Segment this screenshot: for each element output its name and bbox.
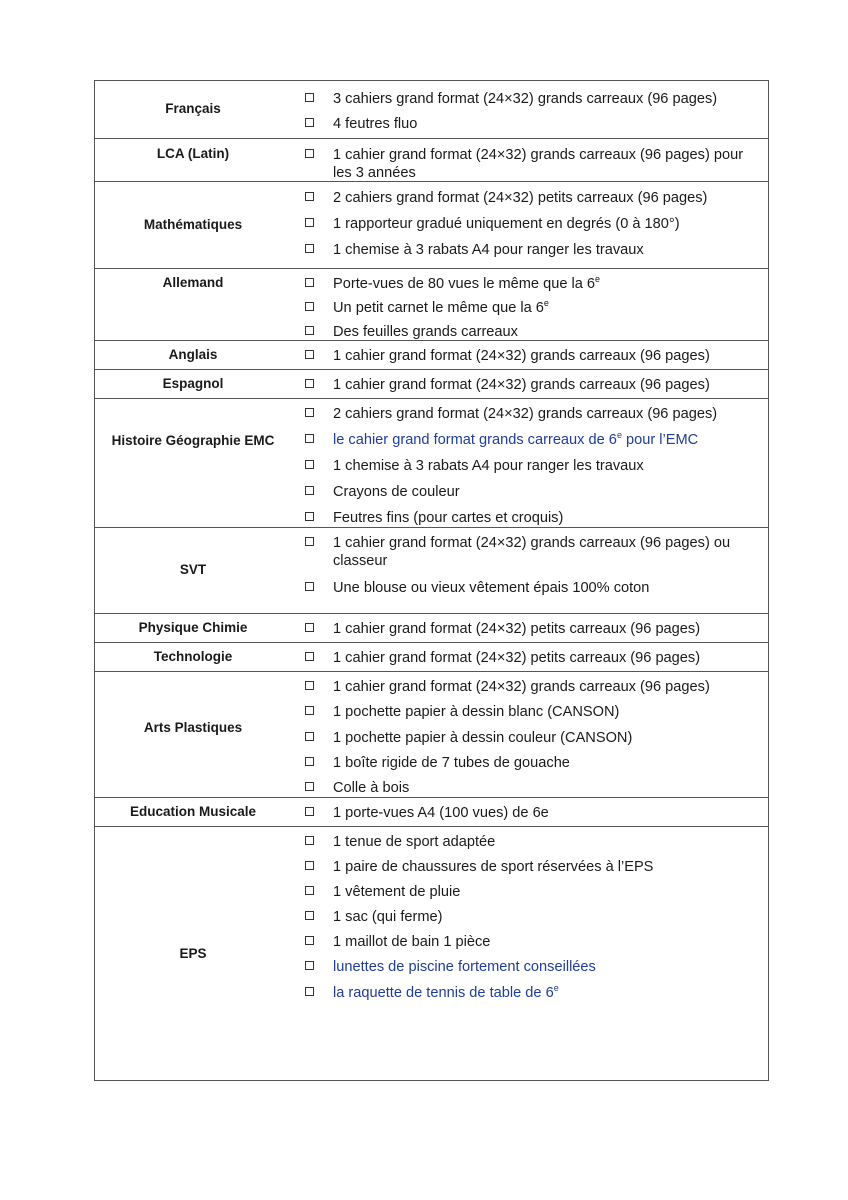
table-row <box>95 798 768 827</box>
item-text <box>333 908 762 926</box>
item-label: 1 cahier grand format (24×32) petits carreaux (96 pages) <box>333 621 701 637</box>
item-text <box>333 703 762 721</box>
item-label: 1 cahier grand format (24×32) grands carreaux (96 pages) <box>333 377 710 393</box>
list-item <box>301 299 762 317</box>
list-item <box>301 90 762 108</box>
checkbox[interactable] <box>305 807 314 816</box>
table-row <box>95 528 768 614</box>
item-label: 1 cahier grand format (24×32) grands carreaux (96 pages) ou classeur <box>333 535 731 569</box>
list-item <box>301 115 762 133</box>
checkbox[interactable] <box>305 681 314 690</box>
item-label: 2 cahiers grand format (24×32) petits carreaux (96 pages) <box>333 190 708 206</box>
item-text <box>333 241 762 259</box>
checkbox[interactable] <box>305 886 314 895</box>
checkbox[interactable] <box>305 118 314 127</box>
list-item <box>301 483 762 501</box>
item-label: 1 tenue de sport adaptée <box>333 834 496 850</box>
list-item <box>301 579 762 597</box>
supply-items <box>301 370 762 398</box>
table-row <box>95 614 768 643</box>
item-text <box>333 376 762 394</box>
checkbox[interactable] <box>305 434 314 443</box>
item-text <box>333 754 762 772</box>
item-text <box>333 115 762 133</box>
subject-label: SVT <box>179 562 207 577</box>
table-row <box>95 81 768 139</box>
checkbox[interactable] <box>305 350 314 359</box>
superscript: e <box>553 983 559 994</box>
list-item <box>301 534 762 570</box>
item-text <box>333 958 762 976</box>
item-text <box>333 299 762 317</box>
item-text <box>333 457 762 475</box>
item-label: 3 cahiers grand format (24×32) grands carreaux (96 pages) <box>333 91 718 107</box>
list-item <box>301 984 762 1002</box>
item-label: 1 porte-vues A4 (100 vues) de 6e <box>333 805 549 821</box>
item-text <box>333 579 762 597</box>
checkbox[interactable] <box>305 936 314 945</box>
checkbox[interactable] <box>305 732 314 741</box>
item-label: 1 cahier grand format (24×32) petits carreaux (96 pages) <box>333 650 701 666</box>
item-label-tail: pour l’EMC <box>621 432 699 448</box>
item-label: 1 vêtement de pluie <box>333 884 461 900</box>
item-label: le cahier grand format grands carreaux de 6 <box>333 432 617 448</box>
checkbox[interactable] <box>305 582 314 591</box>
supply-items <box>301 798 762 826</box>
checkbox[interactable] <box>305 961 314 970</box>
checkbox[interactable] <box>305 861 314 870</box>
item-label: 1 paire de chaussures de sport réservées à l’EPS <box>333 859 654 875</box>
item-label: 4 feutres fluo <box>333 116 418 132</box>
item-text <box>333 347 762 365</box>
list-item <box>301 703 762 721</box>
item-text <box>333 534 762 570</box>
list-item <box>301 678 762 696</box>
checkbox[interactable] <box>305 782 314 791</box>
item-label: Un petit carnet le même que la 6 <box>333 300 544 316</box>
supply-items <box>301 643 762 671</box>
checkbox[interactable] <box>305 757 314 766</box>
checkbox[interactable] <box>305 836 314 845</box>
list-item <box>301 958 762 976</box>
list-item <box>301 146 762 182</box>
checkbox[interactable] <box>305 652 314 661</box>
supply-items <box>301 672 762 797</box>
checkbox[interactable] <box>305 706 314 715</box>
table-row <box>95 182 768 269</box>
item-text <box>333 323 762 341</box>
list-item <box>301 347 762 365</box>
list-item <box>301 649 762 667</box>
item-text <box>333 804 762 822</box>
list-item <box>301 729 762 747</box>
item-text <box>333 483 762 501</box>
item-label: 1 rapporteur gradué uniquement en degrés (0 à 180°) <box>333 216 680 232</box>
list-item <box>301 215 762 233</box>
checkbox[interactable] <box>305 149 314 158</box>
checkbox[interactable] <box>305 302 314 311</box>
item-label: 1 pochette papier à dessin couleur (CANSON) <box>333 730 633 746</box>
item-label: lunettes de piscine fortement conseillées <box>333 959 596 975</box>
table-row <box>95 672 768 798</box>
subject-label: Education Musicale <box>129 804 257 819</box>
item-text <box>333 405 762 423</box>
supply-items <box>301 528 762 613</box>
list-item <box>301 620 762 638</box>
table-row <box>95 399 768 528</box>
item-text <box>333 858 762 876</box>
item-label: Colle à bois <box>333 780 410 796</box>
supply-list-table <box>94 80 769 1081</box>
superscript: e <box>543 298 549 309</box>
supply-items <box>301 399 762 527</box>
item-label: 1 chemise à 3 rabats A4 pour ranger les travaux <box>333 242 644 258</box>
item-label: Crayons de couleur <box>333 484 460 500</box>
list-item <box>301 241 762 259</box>
item-label: 1 cahier grand format (24×32) grands carreaux (96 pages) <box>333 348 710 364</box>
subject-label: Technologie <box>153 649 233 664</box>
superscript: e <box>616 430 622 441</box>
table-row <box>95 370 768 399</box>
supply-items <box>301 182 762 268</box>
checkbox[interactable] <box>305 537 314 546</box>
item-text <box>333 984 762 1002</box>
item-text <box>333 779 762 797</box>
checkbox[interactable] <box>305 486 314 495</box>
supply-items <box>301 614 762 642</box>
checkbox[interactable] <box>305 244 314 253</box>
item-label: 1 cahier grand format (24×32) grands carreaux (96 pages) pour les 3 années <box>333 147 744 181</box>
subject-label: Espagnol <box>162 376 224 391</box>
item-text <box>333 509 762 527</box>
list-item <box>301 431 762 449</box>
item-label: 1 pochette papier à dessin blanc (CANSON) <box>333 704 620 720</box>
checkbox[interactable] <box>305 460 314 469</box>
table-row <box>95 643 768 672</box>
supply-items <box>301 81 762 138</box>
subject-label: LCA (Latin) <box>156 146 230 161</box>
item-label: 1 boîte rigide de 7 tubes de gouache <box>333 755 570 771</box>
list-item <box>301 189 762 207</box>
list-item <box>301 457 762 475</box>
item-text <box>333 678 762 696</box>
item-label: 1 chemise à 3 rabats A4 pour ranger les travaux <box>333 458 644 474</box>
item-text <box>333 431 762 449</box>
table-row <box>95 139 768 182</box>
subject-label: Physique Chimie <box>138 620 248 635</box>
table-row <box>95 269 768 341</box>
item-text <box>333 189 762 207</box>
list-item <box>301 933 762 951</box>
item-text <box>333 146 762 182</box>
checkbox[interactable] <box>305 192 314 201</box>
list-item <box>301 376 762 394</box>
list-item <box>301 908 762 926</box>
list-item <box>301 754 762 772</box>
list-item <box>301 883 762 901</box>
item-text <box>333 933 762 951</box>
subject-label: Français <box>165 101 221 116</box>
item-text <box>333 215 762 233</box>
checkbox[interactable] <box>305 326 314 335</box>
list-item <box>301 509 762 527</box>
list-item <box>301 779 762 797</box>
supply-items <box>301 139 762 181</box>
item-label: 1 cahier grand format (24×32) grands carreaux (96 pages) <box>333 679 710 695</box>
item-label: Porte-vues de 80 vues le même que la 6 <box>333 276 596 292</box>
list-item <box>301 833 762 851</box>
table-row <box>95 341 768 370</box>
checkbox[interactable] <box>305 512 314 521</box>
item-text <box>333 620 762 638</box>
checkbox[interactable] <box>305 987 314 996</box>
list-item <box>301 858 762 876</box>
item-label: la raquette de tennis de table de 6 <box>333 985 554 1001</box>
checkbox[interactable] <box>305 218 314 227</box>
item-label: 1 sac (qui ferme) <box>333 909 443 925</box>
table-row <box>95 827 768 1082</box>
item-text <box>333 275 762 293</box>
item-text <box>333 90 762 108</box>
subject-label: EPS <box>179 946 207 961</box>
list-item <box>301 804 762 822</box>
subject-label: Arts Plastiques <box>143 720 243 735</box>
checkbox[interactable] <box>305 911 314 920</box>
checkbox[interactable] <box>305 278 314 287</box>
checkbox[interactable] <box>305 408 314 417</box>
supply-items <box>301 827 762 1082</box>
subject-label: Anglais <box>168 347 218 362</box>
subject-label: Allemand <box>162 275 224 290</box>
checkbox[interactable] <box>305 623 314 632</box>
list-item <box>301 275 762 293</box>
checkbox[interactable] <box>305 93 314 102</box>
item-text <box>333 883 762 901</box>
item-text <box>333 649 762 667</box>
item-label: 2 cahiers grand format (24×32) grands carreaux (96 pages) <box>333 406 718 422</box>
subject-label: Histoire Géographie EMC <box>111 433 275 448</box>
supply-items <box>301 341 762 369</box>
item-label: 1 maillot de bain 1 pièce <box>333 934 491 950</box>
list-item <box>301 405 762 423</box>
superscript: e <box>595 274 601 285</box>
item-text <box>333 833 762 851</box>
list-item <box>301 323 762 341</box>
item-label: Feutres fins (pour cartes et croquis) <box>333 510 564 526</box>
item-label: Une blouse ou vieux vêtement épais 100% coton <box>333 580 650 596</box>
supply-items <box>301 269 762 340</box>
item-text <box>333 729 762 747</box>
item-label: Des feuilles grands carreaux <box>333 324 518 340</box>
subject-label: Mathématiques <box>143 217 243 232</box>
checkbox[interactable] <box>305 379 314 388</box>
